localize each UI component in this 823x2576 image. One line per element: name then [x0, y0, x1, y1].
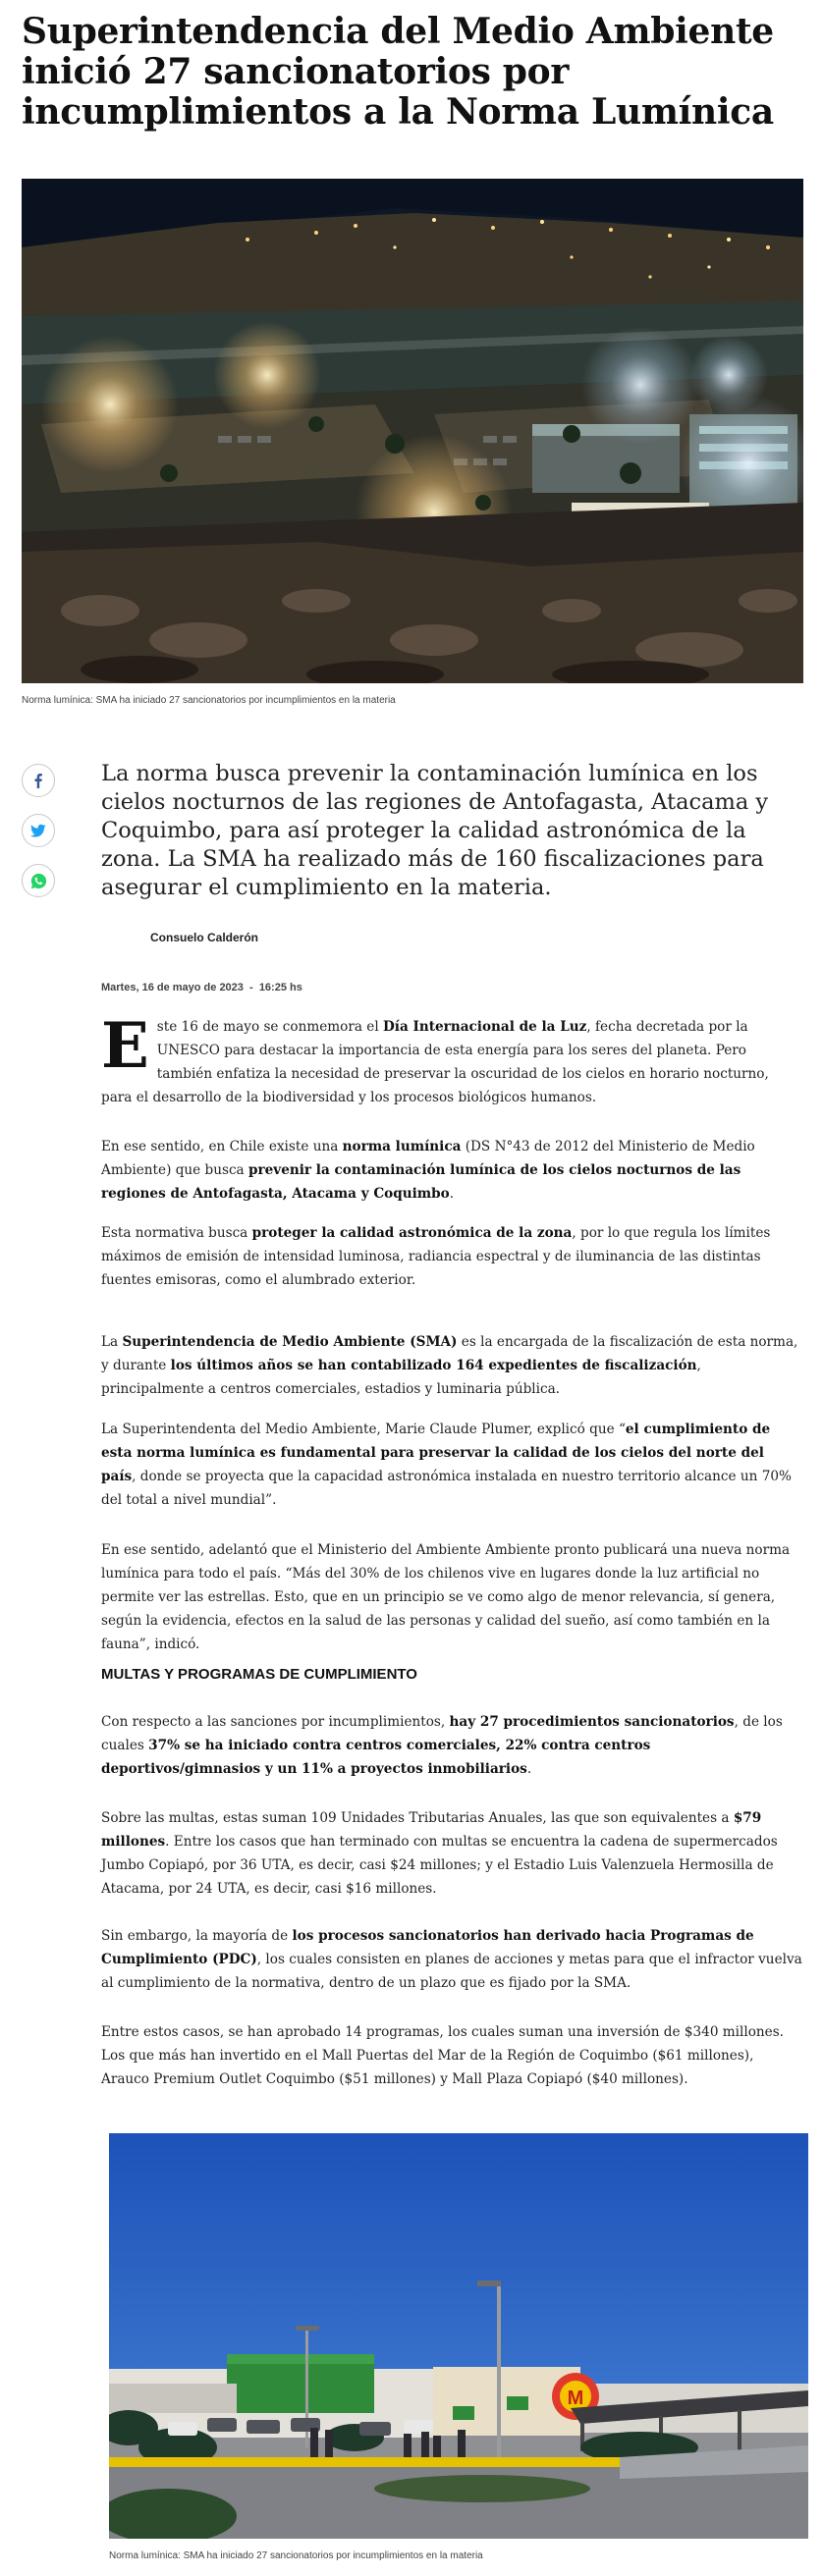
- article-date: Martes, 16 de mayo de 2023 - 16:25 hs: [101, 982, 302, 993]
- article-paragraph: [101, 1330, 803, 1401]
- body-text: . Entre los casos que han terminado con multas se encuentra la cadena de supermercados Jumbo Copiapó, por 36 UTA, es decir, casi $24 millones; y el Estadio Luis Valenzuela Hermosilla de Atacama, por 24 UTA, es decir, casi $16 millones.: [101, 1834, 778, 1897]
- time-text: 16:25 hs: [258, 982, 302, 993]
- body-text: es la encargada de la fiscalización de esta norma, y durante: [101, 1334, 798, 1373]
- twitter-icon: [30, 823, 46, 838]
- twitter-share-button[interactable]: [22, 814, 55, 847]
- drop-cap: E: [101, 1009, 149, 1083]
- body-text: .: [449, 1186, 455, 1202]
- emphasis-text: los procesos sancionatorios han derivado hacia Programas de Cumplimiento (PDC): [101, 1928, 754, 1967]
- emphasis-text: los últimos años se han contabilizado 164 expedientes de fiscalización: [170, 1358, 697, 1373]
- body-text: , los cuales consisten en planes de acciones y metas para que el infractor vuelva al cumplimiento de la normativa, dentro de un plazo que es fijado por la SMA.: [101, 1952, 802, 1991]
- emphasis-text: prevenir la contaminación lumínica de los cielos nocturnos de las regiones de Antofagasta, Atacama y Coquimbo: [101, 1162, 741, 1202]
- store-sign: M: [567, 2388, 584, 2409]
- whatsapp-share-button[interactable]: [22, 864, 55, 897]
- article-paragraph: [101, 1924, 803, 1995]
- emphasis-text: 37% se ha iniciado contra centros comerciales, 22% contra centros deportivos/gimnasios y un 11% a proyectos inmobiliarios: [101, 1738, 651, 1777]
- article-paragraph: [101, 1710, 803, 1781]
- article-main-photo: [22, 179, 803, 683]
- body-text: , de los cuales: [101, 1714, 783, 1753]
- article-paragraph: [101, 1418, 803, 1512]
- body-text: Entre estos casos, se han aprobado 14 programas, los cuales suman una inversión de $340 millones. Los que más han invertido en el Mall Puertas del Mar de la Región de Coquimbo ($61 millones), Arauco Premium Outlet Coquimbo ($51 millones) y Mall Plaza Copiapó ($40 millones).: [101, 2024, 785, 2087]
- emphasis-text: el cumplimiento de esta norma lumínica es fundamental para preservar la calidad de los cielos del norte del país: [101, 1422, 771, 1484]
- body-text: Sin embargo, la mayoría de: [101, 1928, 293, 1944]
- body-text: , principalmente a centros comerciales, estadios y luminaria pública.: [101, 1358, 701, 1397]
- article-headline: Superintendencia del Medio Ambiente inició 27 sancionatorios por incumplimientos a la Norma Lumínica: [22, 11, 774, 133]
- article-paragraph: [101, 2020, 803, 2091]
- secondary-photo-caption: Norma lumínica: SMA ha iniciado 27 sancionatorios por incumplimientos en la materia: [109, 2550, 483, 2561]
- body-text: En ese sentido, adelantó que el Ministerio del Ambiente Ambiente pronto publicará una nueva norma lumínica para todo el país. “Más del 30% de los chilenos vive en lugares donde la luz artificial no permite ver las estrellas. Esto, que en un principio se ve como algo de menor relevancia, sí genera, según la evidencia, efectos en la salud de las personas y calidad del sueño, así como también en la fauna”, indicó.: [101, 1542, 791, 1652]
- body-text: Con respecto a las sanciones por incumplimientos,: [101, 1714, 450, 1730]
- whatsapp-icon: [30, 873, 47, 889]
- facebook-icon: [30, 773, 46, 788]
- body-text: , fecha decretada por la UNESCO para destacar la importancia de esta energía para los seres del planeta. Pero también enfatiza la necesidad de preservar la oscuridad de los cielos en horario nocturno, para el desarrollo de la biodiversidad y los procesos biológicos humanos.: [101, 1019, 769, 1105]
- body-text: En ese sentido, en Chile existe una: [101, 1139, 343, 1154]
- article-secondary-photo: [109, 2133, 808, 2539]
- emphasis-text: norma lumínica: [342, 1139, 462, 1154]
- body-text: Esta normativa busca: [101, 1225, 252, 1241]
- body-text: (DS N°43 de 2012 del Ministerio de Medio Ambiente) que busca: [101, 1139, 755, 1178]
- article-lead: La norma busca prevenir la contaminación lumínica en los cielos nocturnos de las regiones de Antofagasta, Atacama y Coquimbo, para así proteger la calidad astronómica de la zona. La SMA ha realizado más de 160 fiscalizaciones para asegurar el cumplimiento en la materia.: [101, 761, 769, 900]
- body-text: La Superintendenta del Medio Ambiente, Marie Claude Plumer, explicó que “: [101, 1422, 626, 1437]
- article-paragraph: [101, 1806, 803, 1901]
- emphasis-text: Superintendencia de Medio Ambiente (SMA): [122, 1334, 458, 1350]
- body-text: , por lo que regula los límites máximos de emisión de intensidad luminosa, radiancia espectral y de iluminancia de las distintas fuentes emisoras, como el alumbrado exterior.: [101, 1225, 771, 1288]
- section-subheading: MULTAS Y PROGRAMAS DE CUMPLIMIENTO: [101, 1666, 417, 1683]
- body-text: .: [526, 1761, 532, 1777]
- emphasis-text: proteger la calidad astronómica de la zona: [251, 1225, 573, 1241]
- emphasis-text: hay 27 procedimientos sancionatorios: [449, 1714, 735, 1730]
- date-text: Martes, 16 de mayo de 2023: [101, 982, 244, 993]
- facebook-share-button[interactable]: [22, 764, 55, 797]
- body-text: La: [101, 1334, 123, 1350]
- body-text: , donde se proyecta que la capacidad astronómica instalada en nuestro territorio alcance un 70% del total a nivel mundial”.: [101, 1469, 792, 1508]
- body-text: Sobre las multas, estas suman 109 Unidades Tributarias Anuales, las que son equivalentes a: [101, 1810, 734, 1826]
- emphasis-text: $79 millones: [101, 1810, 762, 1850]
- main-photo-caption: Norma lumínica: SMA ha iniciado 27 sancionatorios por incumplimientos en la materia: [22, 695, 396, 706]
- emphasis-text: Día Internacional de la Luz: [383, 1019, 587, 1035]
- article-paragraph: [101, 1009, 803, 1109]
- article-paragraph: [101, 1221, 803, 1292]
- article-paragraph: [101, 1135, 803, 1206]
- body-text: ste 16 de mayo se conmemora el: [156, 1019, 383, 1035]
- article-author: Consuelo Calderón: [150, 931, 259, 944]
- article-paragraph: [101, 1538, 803, 1656]
